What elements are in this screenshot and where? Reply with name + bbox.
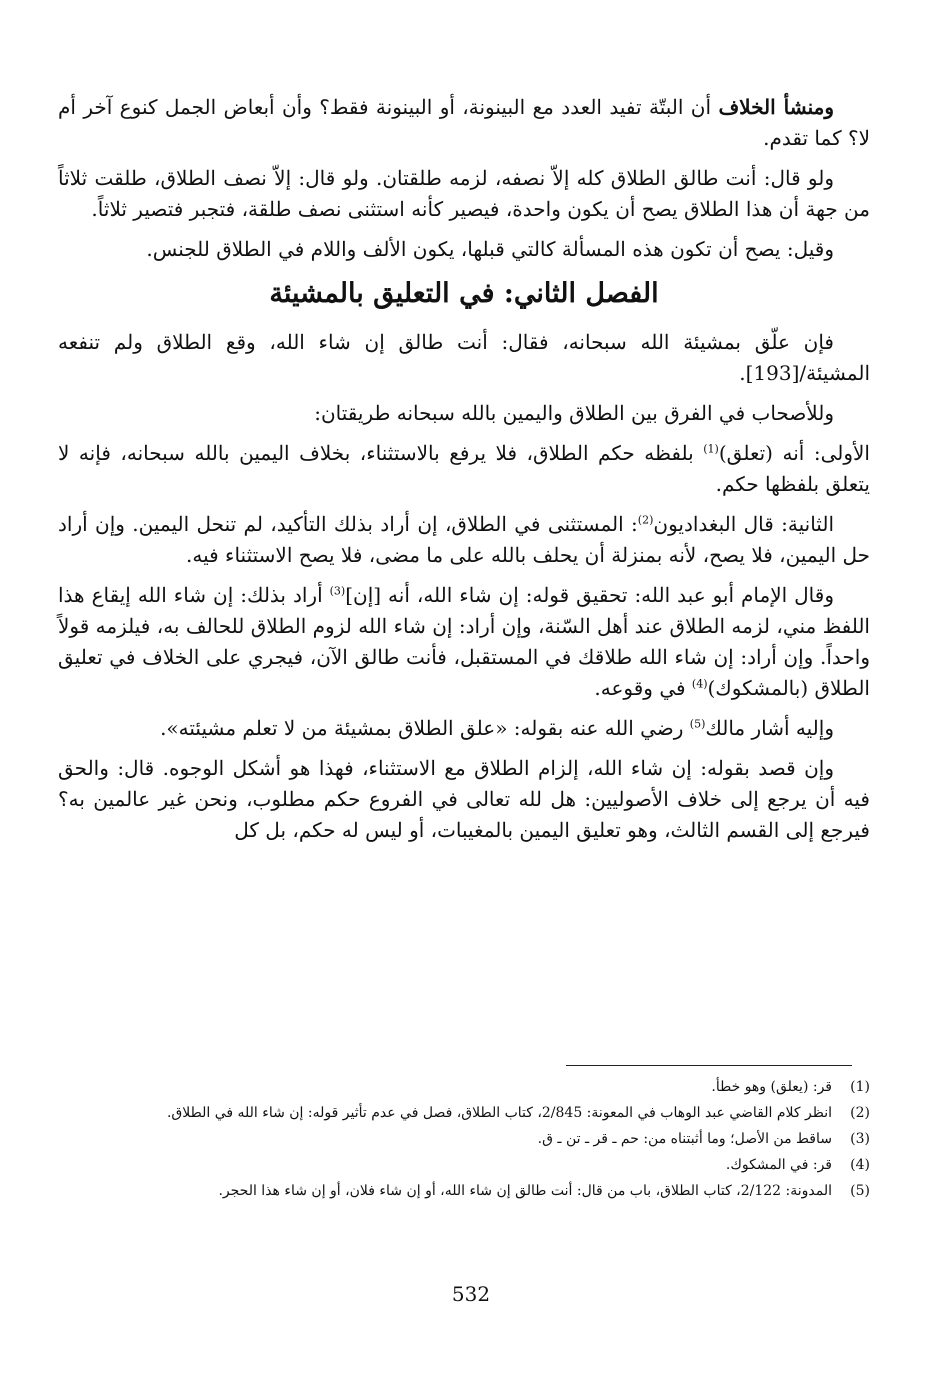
footnote-item [58,1128,870,1151]
paragraph-text: أن البتّة تفيد العدد مع البينونة، أو البينونة فقط؟ وأن أبعاض الجمل كنوع آخر أم لا؟ كما تقدم. [58,95,870,150]
footnote-text: قر: في المشكوك. [725,1157,832,1173]
footnote-ref-5: (5) [689,717,706,731]
footnote-ref-2: (2) [637,513,654,527]
footnote-item [58,1102,870,1125]
footnote-ref-4: (4) [691,677,708,691]
paragraph-text: : المستثنى في الطلاق، إن أراد بذلك التأكيد، لم تنحل اليمين. وإن أراد حل اليمين، فلا يصح، لأنه بمنزلة أن يحلف بالله على ما مضى، فلا يصح الاستثناء فيه. [58,512,870,567]
paragraph-five: وللأصحاب في الفرق بين الطلاق واليمين بالله سبحانه طريقتان: [314,401,834,425]
paragraph-ten: وإن قصد بقوله: إن شاء الله، إلزام الطلاق مع الاستثناء، فهذا هو أشكل الوجوه. قال: والحق فيه أن يرجع إلى خلاف الأصوليين: هل لله تعالى في الفروع حكم مطلوب، ونحن غير عالمين به؟ فيرجع إلى القسم الثالث، وهو تعليق اليمين بالمغيبات، أو ليس له حكم، بل كل [58,756,870,842]
paragraph-text: وقال الإمام أبو عبد الله: تحقيق قوله: إن شاء الله، أنه [إن] [345,583,834,607]
footnote-ref-1: (1) [703,442,719,456]
paragraph-lead: ومنشأ الخلاف [718,95,834,119]
paragraph-text: رضي الله عنه بقوله: «علق الطلاق بمشيئة من لا تعلم مشيئته». [160,716,690,740]
footnote-divider [566,1065,852,1066]
footnotes [58,1076,870,1206]
footnote-text: ساقط من الأصل؛ وما أثبتناه من: حم ـ قر ـ تن ـ ق. [537,1131,832,1147]
footnote-item [58,1180,870,1203]
paragraph-eight [58,580,870,704]
paragraph-seven [58,509,870,571]
footnote-item [58,1076,870,1099]
page-number: 532 [451,1282,491,1306]
paragraph-text: في وقوعه. [594,676,692,700]
paragraph-four: فإن علّق بمشيئة الله سبحانه، فقال: أنت طالق إن شاء الله، وقع الطلاق ولم تنفعه المشيئة/[193]. [58,330,870,385]
paragraph-text: الثانية: قال البغداديون [653,512,834,536]
paragraph-origin-of-dispute [58,92,870,154]
paragraph-text: أراد بذلك: إن شاء الله إيقاع هذا اللفظ مني، لزمه الطلاق عند أهل السّنة، وإن أراد: إن شاء الله لزوم الطلاق للحالف به، فيلزمه قولاً واحداً. وإن أراد: إن شاء الله طلاقك في المستقبل، فأنت طالق الآن، فيجري على الخلاف في تعليق الطلاق (بالمشكوك) [58,583,870,700]
section-title: الفصل الثاني: في التعليق بالمشيئة [269,278,659,309]
paragraph-text: بلفظه حكم الطلاق، فلا يرفع بالاستثناء، بخلاف اليمين بالله سبحانه، فإنه لا يتعلق بلفظها حكم. [58,441,870,496]
footnote-ref-3: (3) [329,584,346,598]
footnote-item [58,1154,870,1177]
paragraph-text: وإليه أشار مالك [705,716,834,740]
footnote-number: (2) [850,1105,870,1121]
paragraph-text: الأولى: أنه (تعلق) [718,441,870,465]
paragraph-six [58,438,870,500]
footnote-number: (4) [850,1157,870,1173]
footnote-number: (1) [850,1079,870,1095]
footnote-text: انظر كلام القاضي عبد الوهاب في المعونة: 2/845، كتاب الطلاق، فصل في عدم تأثير قوله: إن شاء الله في الطلاق. [166,1105,832,1121]
paragraph-two: ولو قال: أنت طالق الطلاق كله إلاّ نصفه، لزمه طلقتان. ولو قال: إلاّ نصف الطلاق، طلقت ثلاثاً من جهة أن هذا الطلاق يصح أن يكون واحدة، فيصير كأنه استثنى نصف طلقة، فتجبر فتصير ثلاثاً. [58,166,870,221]
footnote-text: قر: (يعلق) وهو خطأ. [711,1079,832,1095]
footnote-text: المدونة: 2/122، كتاب الطلاق، باب من قال: أنت طالق إن شاء الله، أو إن شاء فلان، أو إن شاء هذا الحجر. [218,1183,832,1199]
footnote-number: (3) [850,1131,870,1147]
footnote-number: (5) [850,1183,870,1199]
paragraph-three: وقيل: يصح أن تكون هذه المسألة كالتي قبلها، يكون الألف واللام في الطلاق للجنس. [146,237,834,261]
main-text [58,92,870,855]
paragraph-nine [58,713,870,744]
